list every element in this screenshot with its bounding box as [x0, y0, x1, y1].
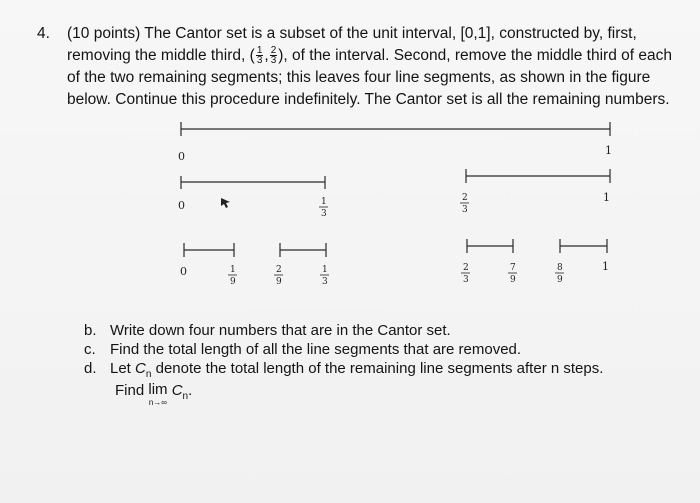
label-seven-ninths — [508, 263, 517, 285]
c-symbol: C — [135, 360, 146, 377]
problem-line-4: below. Continue this procedure indefinitely. The Cantor set is all the remaining numbers. — [67, 91, 670, 108]
problem-line-1: (10 points) The Cantor set is a subset of the unit interval, [0,1], constructed by, first, — [67, 25, 637, 42]
part-b-label: b. — [84, 322, 97, 339]
svg-text:3: 3 — [463, 275, 469, 285]
svg-text:7: 7 — [510, 263, 516, 273]
c-symbol-2: C — [171, 382, 183, 399]
subscript-n-2: n — [182, 391, 189, 402]
svg-text:8: 8 — [557, 263, 563, 273]
svg-text:9: 9 — [557, 275, 563, 285]
label-0: 0 — [178, 150, 185, 163]
part-c-label: c. — [84, 341, 96, 358]
svg-text:9: 9 — [230, 277, 236, 287]
part-b — [84, 321, 451, 341]
label-level2-two-thirds — [461, 263, 470, 285]
svg-text:2: 2 — [462, 193, 468, 203]
label-level1-1: 1 — [603, 191, 610, 204]
period: . — [188, 382, 193, 399]
svg-text:9: 9 — [276, 277, 282, 287]
fraction-two-thirds: $\frac{2}{3}$ — [270, 45, 277, 67]
label-level1-0: 0 — [178, 199, 185, 212]
label-1: 1 — [605, 144, 612, 157]
line2-suffix: ), of the interval. Second, remove the middle third of each — [278, 47, 672, 64]
cursor-icon — [221, 198, 230, 208]
svg-text:1: 1 — [230, 265, 236, 275]
part-c-text: Find the total length of all the line segments that are removed. — [110, 341, 522, 358]
find-text: Find — [115, 382, 149, 399]
comma: , — [264, 47, 269, 64]
label-level2-1: 1 — [602, 260, 609, 273]
problem-number: 4. — [37, 25, 50, 42]
part-c — [84, 340, 521, 360]
label-eight-ninths — [555, 263, 564, 285]
svg-text:1: 1 — [321, 197, 327, 207]
label-two-ninths — [274, 265, 283, 287]
svg-text:3: 3 — [321, 209, 327, 219]
part-d-prefix: Let — [110, 360, 136, 377]
subscript-n: n — [145, 369, 152, 380]
svg-text:1: 1 — [322, 265, 328, 275]
svg-text:3: 3 — [462, 205, 468, 215]
svg-text:2: 2 — [276, 265, 282, 275]
label-level1-one-third — [319, 197, 328, 219]
label-level1-two-thirds — [460, 193, 469, 215]
part-b-text: Write down four numbers that are in the Cantor set. — [110, 322, 451, 339]
label-level2-0: 0 — [180, 265, 187, 278]
label-level2-one-third — [320, 265, 329, 287]
part-d-label: d. — [84, 360, 97, 377]
svg-text:2: 2 — [463, 263, 469, 273]
part-d-find — [115, 381, 192, 407]
part-d-suffix: denote the total length of the remaining line segments after n steps. — [151, 360, 604, 377]
svg-text:3: 3 — [322, 277, 328, 287]
fraction-one-third: $\frac{1}{3}$ — [256, 45, 263, 67]
svg-text:9: 9 — [510, 275, 516, 285]
limit-expression: lim n→∞ — [148, 381, 168, 407]
problem-line-3: of the two remaining segments; this leaves four line segments, as shown in the figure — [67, 69, 651, 86]
label-one-ninth — [228, 265, 237, 287]
line2-prefix: removing the middle third, ( — [67, 47, 255, 64]
